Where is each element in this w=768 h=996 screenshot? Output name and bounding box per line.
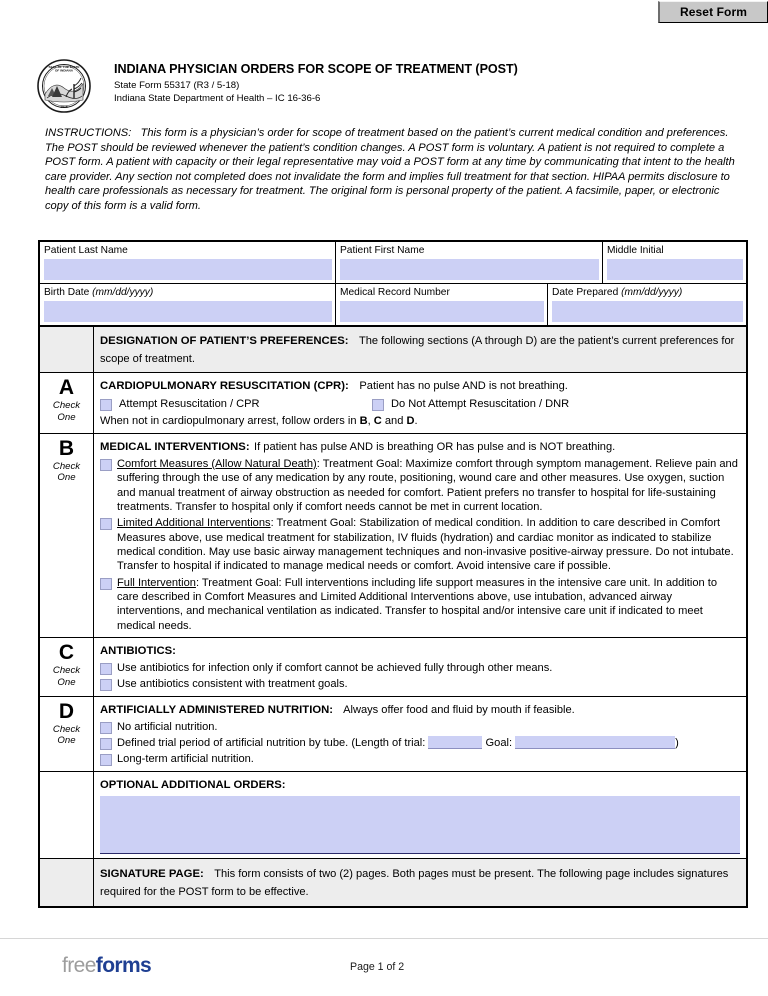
signature-page-row	[40, 859, 746, 906]
section-a-check-one: Check One	[52, 400, 81, 423]
section-c-title: ANTIBIOTICS:	[100, 645, 176, 658]
section-d-subtitle: Always offer food and fluid by mouth if feasible.	[343, 703, 575, 716]
option-label: Defined trial period of artificial nutrition by tube. (Length of trial: Goal: )	[117, 737, 679, 750]
section-b-subtitle: If patient has pulse AND is breathing OR has pulse and is NOT breathing.	[254, 440, 616, 453]
date-prepared-hint: (mm/dd/yyyy)	[621, 287, 683, 298]
option-label: Long-term artificial nutrition.	[117, 753, 254, 766]
designation-row	[40, 327, 746, 373]
optional-orders-row	[40, 772, 746, 859]
medical-record-number-input[interactable]	[340, 301, 544, 322]
birth-date-cell	[40, 284, 336, 325]
logo-free-text: free	[62, 954, 96, 977]
checkbox-option-no-artificial-nutrition[interactable]	[100, 720, 740, 734]
section-b-row	[40, 434, 746, 638]
checkbox-option-comfort-measures[interactable]	[100, 457, 740, 514]
section-d-letter: D	[58, 699, 75, 723]
form-header	[36, 56, 736, 114]
checkbox-option-full-intervention[interactable]	[100, 576, 740, 633]
optional-orders-title: OPTIONAL ADDITIONAL ORDERS:	[100, 778, 286, 791]
post-form-table	[38, 240, 748, 908]
patient-last-name-label: Patient Last Name	[44, 245, 128, 256]
signature-page-text: This form consists of two (2) pages. Both pages must be present. The following page includes signatures required for the POST form to be effective.	[100, 867, 729, 898]
option-label: Full Intervention: Treatment Goal: Full interventions including life support measures in the intensive care unit. In addition to care described in Comfort Measures and Limited Additional Interventions above, use intubation, advanced airway interventions, and mechanical ventilation as indicated. Transfer to hospital and/or intensive care unit if indicated to meet medical needs.	[117, 576, 718, 632]
section-b-letter: B	[58, 436, 75, 460]
goal-input[interactable]	[515, 736, 675, 749]
optional-orders-body	[94, 772, 746, 858]
option-label: Use antibiotics for infection only if comfort cannot be achieved fully through other means.	[117, 662, 553, 675]
option-label: Do Not Attempt Resuscitation / DNR	[391, 398, 570, 410]
middle-initial-input[interactable]	[607, 259, 743, 280]
checkbox-option-limited-additional-interventions[interactable]	[100, 516, 740, 573]
birth-date-input[interactable]	[44, 301, 332, 322]
checkbox-option-antibiotics-comfort[interactable]	[100, 661, 740, 675]
checkbox-icon[interactable]	[100, 663, 112, 675]
section-a-title: CARDIOPULMONARY RESUSCITATION (CPR):	[100, 380, 349, 392]
indiana-state-seal-icon	[36, 58, 92, 114]
section-c-body	[94, 638, 746, 696]
page-footer	[0, 938, 768, 996]
checkbox-icon[interactable]	[100, 738, 112, 750]
section-c-letter: C	[58, 641, 75, 665]
option-label: Attempt Resuscitation / CPR	[119, 398, 260, 410]
patient-first-name-cell	[336, 242, 603, 283]
optional-orders-letter-col	[40, 772, 94, 858]
section-a-row	[40, 373, 746, 434]
section-d-row	[40, 697, 746, 772]
patient-first-name-input[interactable]	[340, 259, 599, 280]
checkbox-icon[interactable]	[100, 578, 112, 590]
date-prepared-input[interactable]	[552, 301, 743, 322]
section-a-letter: A	[58, 376, 75, 399]
checkbox-icon[interactable]	[100, 459, 112, 471]
closing-paren: )	[675, 737, 679, 750]
section-c-letter-col	[40, 638, 94, 696]
section-d-letter-col	[40, 697, 94, 771]
option-label: No artificial nutrition.	[117, 720, 218, 733]
section-d-check-one: Check One	[52, 723, 81, 747]
logo-forms-text: forms	[95, 954, 152, 977]
checkbox-option-long-term-artificial-nutrition[interactable]	[100, 752, 740, 766]
section-a-footnote: When not in cardiopulmonary arrest, follow orders in B, C and D.	[100, 415, 418, 428]
option-label: Use antibiotics consistent with treatment goals.	[117, 678, 348, 691]
middle-initial-label: Middle Initial	[607, 245, 664, 256]
section-c-check-one: Check One	[52, 665, 81, 688]
birth-date-label: Birth Date (mm/dd/yyyy)	[44, 287, 154, 298]
page-number: Page 1 of 2	[350, 961, 405, 973]
length-of-trial-input[interactable]	[428, 736, 482, 749]
checkbox-icon[interactable]	[100, 399, 112, 411]
middle-initial-cell	[603, 242, 746, 283]
checkbox-option-attempt-resuscitation[interactable]	[100, 397, 372, 411]
checkbox-icon[interactable]	[100, 722, 112, 734]
patient-last-name-cell	[40, 242, 336, 283]
instructions-text: This form is a physician’s order for scope of treatment based on the patient’s current medical condition and preferences. The POST should be reviewed whenever the patient’s condition changes. A POST form is voluntary. A patient is not required to complete a POST form. A patient with capacity or their legal representative may void a POST form at any time by communicating that intent to the health care provider. Any section not completed does not invalidate the form and implies full treatment for that section. HIPAA permits disclosure to health care professionals as necessary for treatment. The original form is personal property of the patient. A facsimile, paper, or electronic copy of this form is a valid form.	[45, 127, 735, 212]
option-label: Limited Additional Interventions: Treatment Goal: Stabilization of medical condition. In addition to care described in Comfort Measures above, use medical treatment for stabilization, IV fluids (hydration) and cardiac monitor as indicated to stabilize medical condition. May use basic airway management techniques and non-invasive positive-airway pressure. Do not intubate. Transfer to hospital if indicated to manage medical needs or comfort. Avoid intensive care if possible.	[117, 517, 734, 573]
checkbox-option-antibiotics-treatment-goals[interactable]	[100, 677, 740, 691]
date-prepared-label: Date Prepared (mm/dd/yyyy)	[552, 287, 683, 298]
signature-page-body	[94, 859, 746, 906]
patient-last-name-input[interactable]	[44, 259, 332, 280]
option-label: Comfort Measures (Allow Natural Death): Treatment Goal: Maximize comfort through symptom management. Relieve pain and suffering through the use of any medication by any route, positioning, wound care and other measures. Use oxygen, suction and manual treatment of airway obstruction as needed for comfort. Patient prefers no transfer to hospital for life-sustaining treatments. Transfer to hospital only if comfort needs cannot be met in current location.	[117, 457, 738, 513]
checkbox-icon[interactable]	[100, 754, 112, 766]
section-a-options	[100, 397, 740, 411]
section-b-letter-col	[40, 434, 94, 637]
section-d-body	[94, 697, 746, 771]
birth-date-hint: (mm/dd/yyyy)	[92, 287, 154, 298]
designation-title: DESIGNATION OF PATIENT’S PREFERENCES:	[100, 335, 349, 347]
patient-first-name-label: Patient First Name	[340, 245, 425, 256]
checkbox-icon[interactable]	[100, 518, 112, 530]
checkbox-option-defined-trial-period[interactable]	[100, 736, 740, 750]
designation-body	[94, 327, 746, 372]
instructions-label: INSTRUCTIONS:	[45, 127, 132, 139]
patient-name-row	[40, 242, 746, 284]
reset-form-button[interactable]: Reset Form	[658, 1, 768, 23]
signature-page-title: SIGNATURE PAGE:	[100, 867, 204, 880]
checkbox-icon[interactable]	[100, 679, 112, 691]
svg-text:1816: 1816	[60, 105, 68, 109]
section-b-check-one: Check One	[52, 460, 81, 484]
optional-orders-textarea[interactable]	[100, 796, 740, 854]
svg-text:SEAL OF THE STATE: SEAL OF THE STATE	[48, 65, 80, 69]
checkbox-icon[interactable]	[372, 399, 384, 411]
section-a-body	[94, 373, 746, 433]
section-b-title: MEDICAL INTERVENTIONS:	[100, 440, 250, 453]
medical-record-number-cell	[336, 284, 548, 325]
svg-text:OF INDIANA: OF INDIANA	[54, 68, 74, 73]
patient-details-row	[40, 284, 746, 327]
designation-text: The following sections (A through D) are the patient’s current preferences for scope of treatment.	[100, 335, 735, 365]
section-d-title: ARTIFICIALLY ADMINISTERED NUTRITION:	[100, 703, 334, 716]
section-b-body	[94, 434, 746, 637]
section-a-letter-col	[40, 373, 94, 433]
freeforms-logo	[62, 954, 151, 978]
form-title: INDIANA PHYSICIAN ORDERS FOR SCOPE OF TREATMENT (POST)	[114, 62, 518, 76]
instructions-paragraph	[45, 126, 737, 213]
section-a-subtitle: Patient has no pulse AND is not breathing.	[359, 380, 568, 392]
form-number: State Form 55317 (R3 / 5-18)	[114, 80, 240, 91]
agency-line: Indiana State Department of Health – IC 16-36-6	[114, 92, 321, 104]
date-prepared-cell	[548, 284, 746, 325]
checkbox-option-do-not-attempt-resuscitation[interactable]	[372, 397, 569, 411]
goal-label: Goal:	[485, 737, 513, 750]
designation-letter-col	[40, 327, 94, 372]
section-c-row	[40, 638, 746, 697]
signature-page-letter-col	[40, 859, 94, 906]
medical-record-number-label: Medical Record Number	[340, 287, 450, 298]
